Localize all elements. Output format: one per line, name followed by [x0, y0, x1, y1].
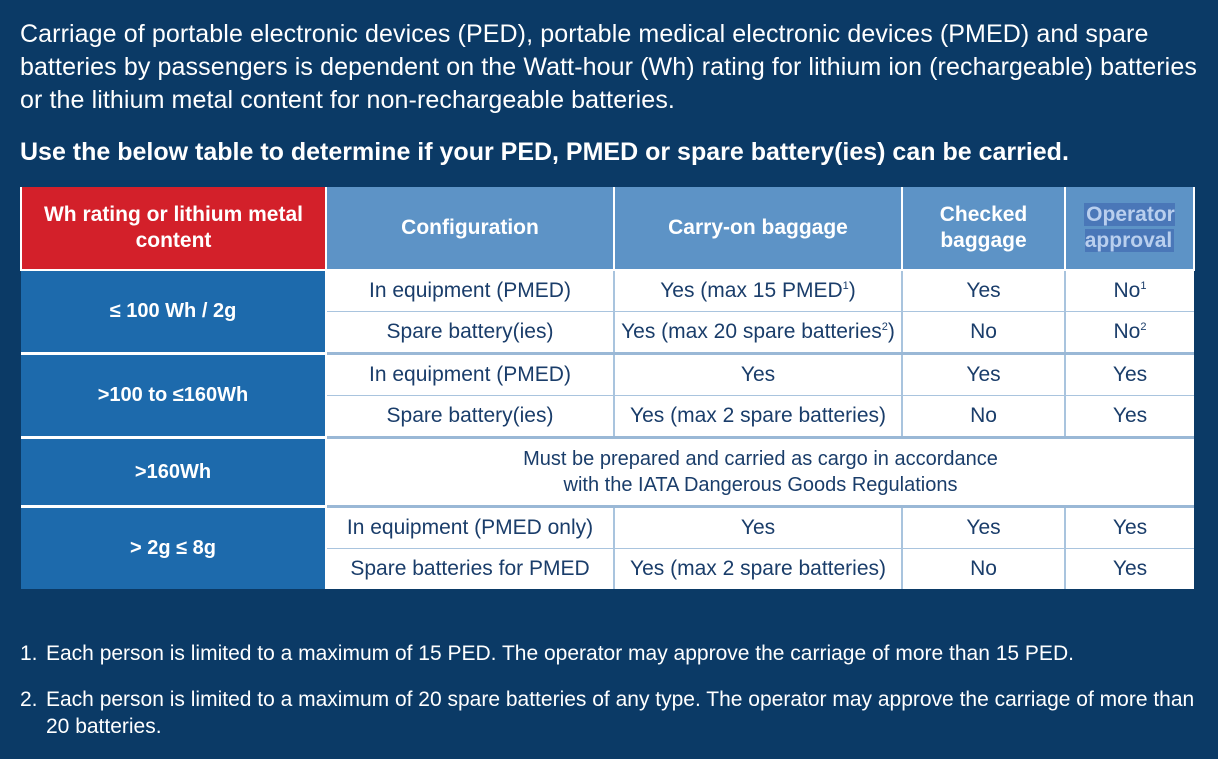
- cell-checked: Yes: [902, 354, 1065, 396]
- cell-operator: [1065, 312, 1194, 354]
- footnote-text: Each person is limited to a maximum of 20 spare batteries of any type. The operator may approve the carriage of more than 20 batteries.: [46, 688, 1195, 738]
- cargo-notice-line: with the IATA Dangerous Goods Regulations: [563, 474, 958, 496]
- cell-carry-on: [614, 312, 902, 354]
- footnote-number: 2.: [20, 688, 38, 711]
- cell-carry-on: Yes (max 2 spare batteries): [614, 549, 902, 590]
- cell-carry-on: Yes (max 2 spare batteries): [614, 396, 902, 438]
- cell-operator: Yes: [1065, 507, 1194, 549]
- intro-paragraph: Carriage of portable electronic devices (PED), portable medical electronic devices (PMED) and spare batteries by passengers is dependent on the Watt-hour (Wh) rating for lithium ion (rechargeable) batteries or the lithium metal content for non-rechargeable batteries.: [20, 20, 1197, 114]
- cell-configuration: In equipment (PMED only): [326, 507, 614, 549]
- header-rating: Wh rating or lithium metal content: [21, 187, 326, 270]
- cargo-notice: [326, 438, 1194, 507]
- footnote-item: [20, 686, 1200, 740]
- footnote-ref: 2: [881, 321, 888, 333]
- cell-configuration: In equipment (PMED): [326, 354, 614, 396]
- cell-carry-on-text: Yes (max 15 PMED: [660, 279, 843, 302]
- cell-operator: Yes: [1065, 549, 1194, 590]
- group-label: >100 to ≤160Wh: [21, 354, 326, 438]
- cell-operator: [1065, 270, 1194, 312]
- cell-configuration: Spare battery(ies): [326, 312, 614, 354]
- battery-rules-table: [20, 187, 1195, 589]
- cell-carry-on-suffix: ): [887, 320, 895, 343]
- footnote-ref: 1: [1140, 280, 1147, 292]
- cell-operator-text: No: [1113, 279, 1141, 302]
- cargo-notice-line: Must be prepared and carried as cargo in accordance: [523, 448, 998, 470]
- cell-checked: No: [902, 396, 1065, 438]
- header-checked: Checked baggage: [902, 187, 1065, 270]
- cell-configuration: In equipment (PMED): [326, 270, 614, 312]
- instruction-heading: Use the below table to determine if your PED, PMED or spare battery(ies) can be carried.: [20, 138, 1069, 166]
- group-label: > 2g ≤ 8g: [21, 507, 326, 590]
- cell-checked: No: [902, 312, 1065, 354]
- cell-configuration: Spare battery(ies): [326, 396, 614, 438]
- cell-operator-text: No: [1113, 320, 1141, 343]
- table-row: [21, 354, 1194, 396]
- footnote-text: Each person is limited to a maximum of 15 PED. The operator may approve the carriage of more than 15 PED.: [46, 642, 1074, 665]
- footnotes: [20, 640, 1200, 759]
- group-label: ≤ 100 Wh / 2g: [21, 270, 326, 354]
- cell-carry-on: [614, 270, 902, 312]
- header-configuration: Configuration: [326, 187, 614, 270]
- cell-carry-on-text: Yes (max 20 spare batteries: [621, 320, 882, 343]
- footnote-number: 1.: [20, 642, 38, 665]
- group-label: >160Wh: [21, 438, 326, 507]
- cell-operator: Yes: [1065, 396, 1194, 438]
- cell-carry-on-suffix: ): [848, 279, 856, 302]
- cell-checked: Yes: [902, 507, 1065, 549]
- footnote-ref: 1: [842, 280, 849, 292]
- cell-configuration: Spare batteries for PMED: [326, 549, 614, 590]
- cell-checked: No: [902, 549, 1065, 590]
- footnote-ref: 2: [1140, 321, 1147, 333]
- header-carry-on: Carry-on baggage: [614, 187, 902, 270]
- footnote-item: [20, 640, 1200, 667]
- table-row: [21, 438, 1194, 507]
- cell-operator: Yes: [1065, 354, 1194, 396]
- table-header-row: [21, 187, 1194, 270]
- header-operator: [1065, 187, 1194, 270]
- cell-checked: Yes: [902, 270, 1065, 312]
- table-row: [21, 507, 1194, 549]
- header-operator-label: Operator approval: [1084, 203, 1175, 252]
- table-row: [21, 270, 1194, 312]
- cell-carry-on: Yes: [614, 354, 902, 396]
- cell-carry-on: Yes: [614, 507, 902, 549]
